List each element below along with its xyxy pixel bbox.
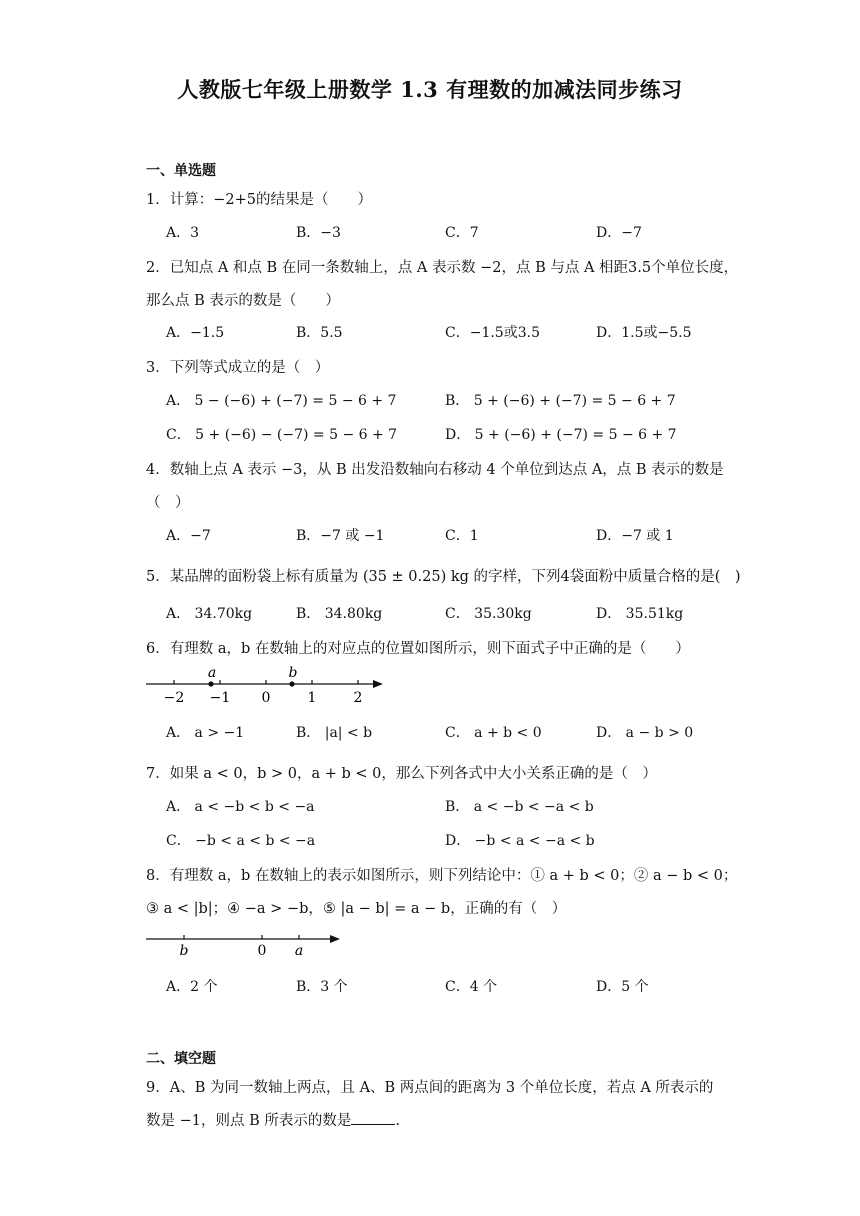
question-3-stem: 3．下列等式成立的是（ ） (146, 360, 330, 376)
q6-option-b[interactable]: B． |a| < b (296, 725, 373, 741)
question-8-stem-line2: ③ a < |b|；④ −a > −b，⑤ |a − b| = a − b，正确的有（ ） (146, 901, 567, 917)
q6-tick-label: −2 (163, 690, 185, 706)
q6-option-a[interactable]: A． a > −1 (166, 725, 245, 741)
question-2-stem-line2: 那么点 B 表示的数是（ ） (146, 293, 340, 309)
q5-option-b[interactable]: B． 34.80kg (296, 606, 383, 622)
section-heading-fill-blank: 二、填空题 (146, 1051, 216, 1067)
q8-label-0: 0 (257, 943, 267, 959)
q3-option-d[interactable]: D． 5 + (−6) + (−7) = 5 − 6 + 7 (445, 427, 677, 443)
q6-point-b (289, 681, 294, 686)
page-title: 人教版七年级上册数学 1.3 有理数的加减法同步练习 (177, 77, 683, 102)
q6-option-d[interactable]: D． a − b > 0 (596, 725, 694, 741)
q6-tick-label: 2 (353, 690, 363, 706)
question-9-stem-line2 (146, 1109, 400, 1130)
q8-axis-arrow (330, 935, 340, 943)
question-6-stem: 6．有理数 a，b 在数轴上的对应点的位置如图所示，则下面式子中正确的是（ ） (146, 641, 690, 657)
q7-option-c[interactable]: C． −b < a < b < −a (166, 833, 316, 849)
q3-option-a[interactable]: A． 5 − (−6) + (−7) = 5 − 6 + 7 (166, 393, 397, 409)
q2-option-a[interactable]: A．−1.5 (166, 325, 225, 341)
q8-number-line (140, 926, 350, 962)
q6-point-a-label: a (207, 665, 217, 681)
q4-option-b[interactable]: B．−7 或 −1 (296, 528, 385, 544)
q1-option-d[interactable]: D．−7 (596, 225, 642, 241)
q6-tick-label: 1 (307, 690, 317, 706)
q7-option-b[interactable]: B． a < −b < −a < b (445, 799, 594, 815)
q8-option-b[interactable]: B．3 个 (296, 979, 348, 995)
q7-option-a[interactable]: A． a < −b < b < −a (166, 799, 315, 815)
q6-point-a (208, 681, 213, 686)
q8-label-b: b (179, 943, 189, 959)
q5-option-c[interactable]: C． 35.30kg (445, 606, 532, 622)
q5-option-a[interactable]: A． 34.70kg (166, 606, 253, 622)
q2-option-d[interactable]: D．1.5或−5.5 (596, 325, 692, 341)
question-4-stem-line2: （ ） (146, 495, 190, 511)
q9-answer-blank[interactable] (351, 1112, 395, 1125)
q8-label-a: a (294, 943, 304, 959)
question-7-stem: 7．如果 a < 0，b > 0，a + b < 0，那么下列各式中大小关系正确的是（ ） (146, 766, 657, 782)
q6-number-line (140, 662, 390, 708)
q6-option-c[interactable]: C． a + b < 0 (445, 725, 542, 741)
q8-option-a[interactable]: A．2 个 (166, 979, 218, 995)
q8-option-d[interactable]: D．5 个 (596, 979, 649, 995)
q5-option-d[interactable]: D． 35.51kg (596, 606, 684, 622)
q4-option-d[interactable]: D．−7 或 1 (596, 528, 674, 544)
question-5-stem: 5．某品牌的面粉袋上标有质量为 (35 ± 0.25) kg 的字样，下列4袋面粉中质量合格的是( ) (146, 569, 741, 585)
q6-axis-arrow (373, 680, 383, 688)
q9-period: . (395, 1113, 400, 1129)
q1-option-a[interactable]: A．3 (166, 225, 200, 241)
q6-point-b-label: b (288, 665, 298, 681)
q3-option-c[interactable]: C． 5 + (−6) − (−7) = 5 − 6 + 7 (166, 427, 398, 443)
q8-option-c[interactable]: C．4 个 (445, 979, 498, 995)
q2-option-c[interactable]: C．−1.5或3.5 (445, 325, 540, 341)
question-1-stem: 1．计算：−2+5的结果是（ ） (146, 192, 372, 208)
question-9-stem-line2-text: 数是 −1，则点 B 所表示的数是 (146, 1113, 352, 1129)
q1-option-c[interactable]: C．7 (445, 225, 479, 241)
q4-option-c[interactable]: C．1 (445, 528, 479, 544)
question-8-stem-line1: 8．有理数 a，b 在数轴上的表示如图所示，则下列结论中：① a + b < 0；② a − b < 0； (146, 868, 738, 884)
question-9-stem-line1: 9．A、B 为同一数轴上两点，且 A、B 两点间的距离为 3 个单位长度，若点 A 所表示的 (146, 1080, 714, 1096)
question-4-stem-line1: 4．数轴上点 A 表示 −3，从 B 出发沿数轴向右移动 4 个单位到达点 A，点 B 表示的数是 (146, 462, 724, 478)
q6-tick-label: 0 (261, 690, 271, 706)
section-heading-single-choice: 一、单选题 (146, 163, 216, 179)
question-2-stem-line1: 2．已知点 A 和点 B 在同一条数轴上，点 A 表示数 −2，点 B 与点 A 相距3.5个单位长度， (146, 260, 739, 276)
q2-option-b[interactable]: B．5.5 (296, 325, 343, 341)
q1-option-b[interactable]: B．−3 (296, 225, 341, 241)
q4-option-a[interactable]: A．−7 (166, 528, 211, 544)
q6-tick-label: −1 (209, 690, 231, 706)
q3-option-b[interactable]: B． 5 + (−6) + (−7) = 5 − 6 + 7 (445, 393, 676, 409)
q7-option-d[interactable]: D． −b < a < −a < b (445, 833, 595, 849)
